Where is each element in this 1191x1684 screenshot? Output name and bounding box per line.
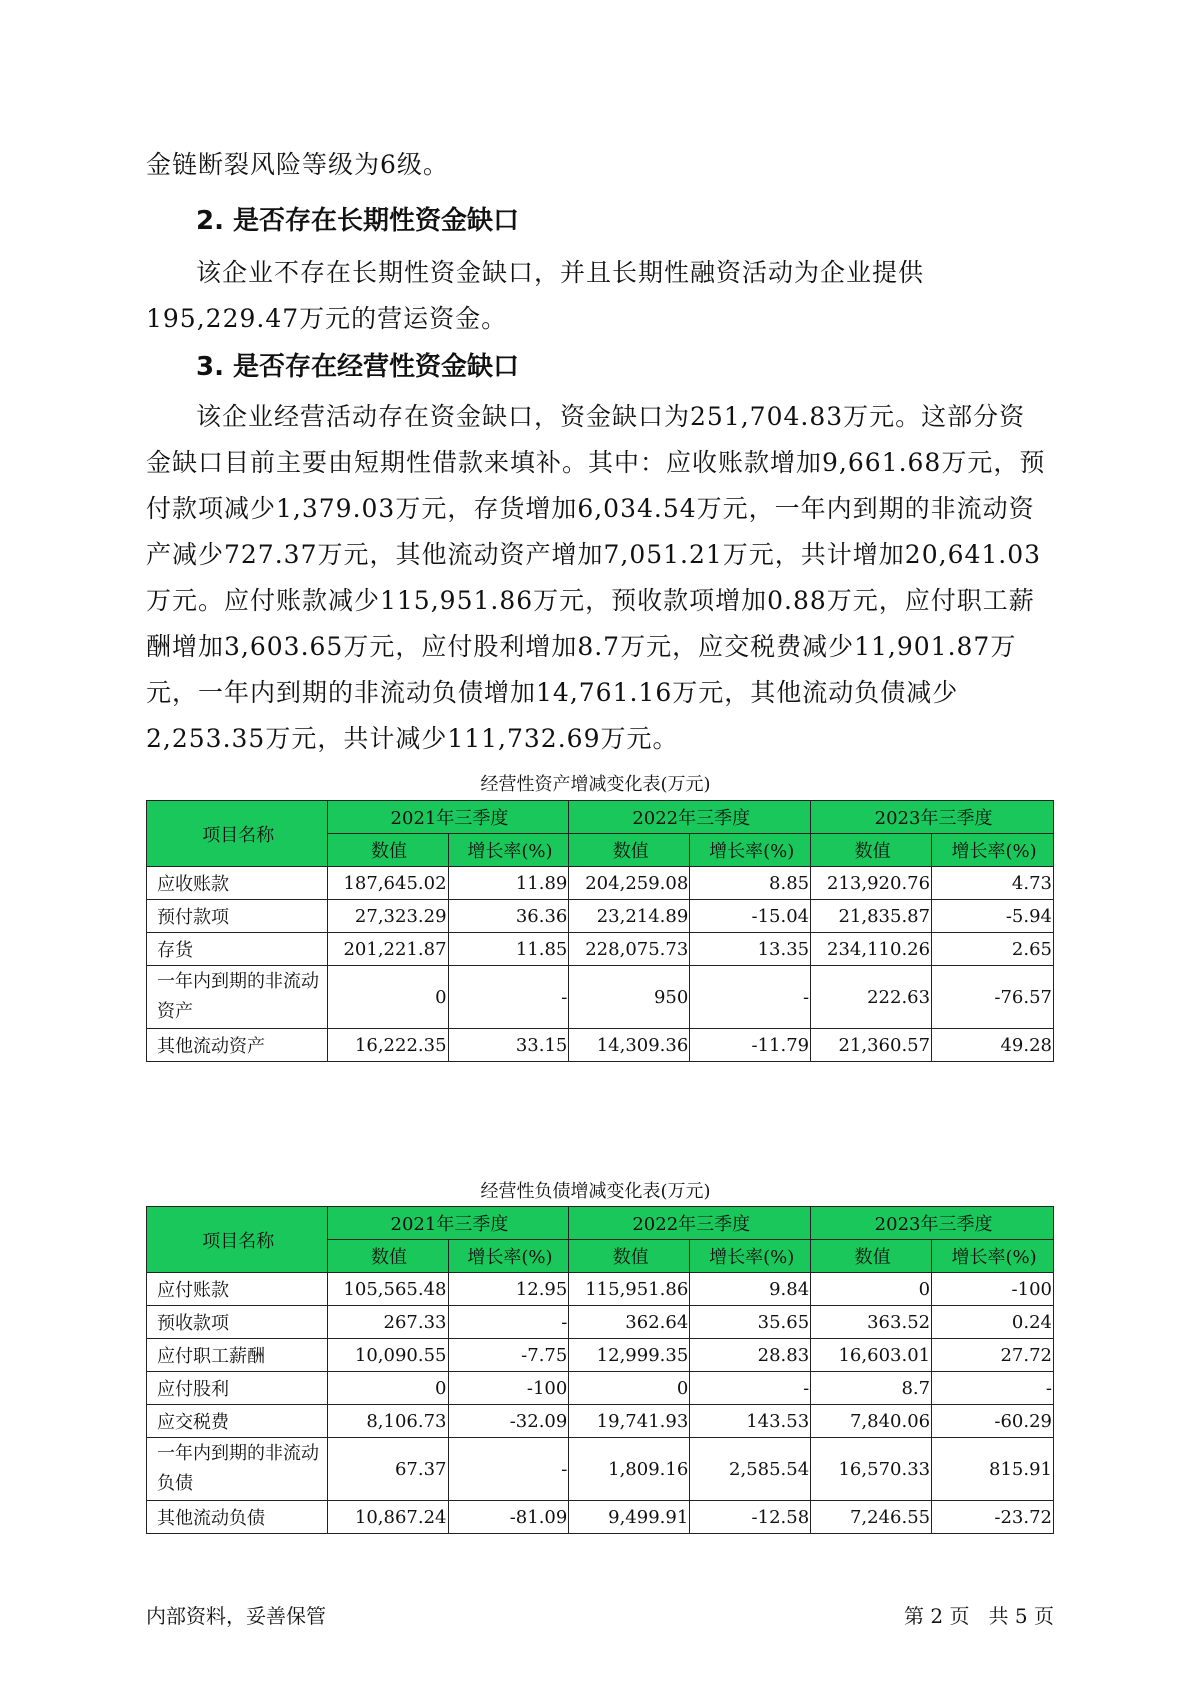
header-2023: 2023年三季度 [811,1207,1054,1240]
cell-growth: 815.91 [932,1438,1054,1501]
cell-value: 9,499.91 [569,1501,690,1534]
header-2022: 2022年三季度 [569,801,811,834]
cell-growth: 4.73 [932,867,1054,900]
cell-growth: - [448,966,569,1029]
cell-value: 204,259.08 [569,867,690,900]
header-2021: 2021年三季度 [327,801,569,834]
table-row [147,1501,1054,1534]
cell-value: 228,075.73 [569,933,690,966]
cell-value: 222.63 [811,966,932,1029]
cell-value: 950 [569,966,690,1029]
cell-value: 21,360.57 [811,1029,932,1062]
table-row [147,1273,1054,1306]
section-3-body [146,394,1046,762]
section-heading-2: 2. 是否存在长期性资金缺口 [196,206,520,236]
cell-value: 23,214.89 [569,900,690,933]
cell-growth: 11.89 [448,867,569,900]
footer-confidential-note: 内部资料，妥善保管 [146,1604,326,1628]
header-value: 数值 [811,834,932,867]
header-growth: 增长率(%) [932,834,1054,867]
table-row [147,1405,1054,1438]
cell-value: 234,110.26 [811,933,932,966]
cell-growth: 36.36 [448,900,569,933]
cell-growth: 0.24 [932,1306,1054,1339]
table-row [147,900,1054,933]
row-name: 一年内到期的非流动资产 [147,966,328,1029]
cell-growth: 9.84 [690,1273,811,1306]
cell-value: 0 [327,966,448,1029]
cell-growth: -23.72 [932,1501,1054,1534]
header-growth: 增长率(%) [448,834,569,867]
cell-growth: -7.75 [448,1339,569,1372]
table-row [147,1372,1054,1405]
row-name: 应付股利 [147,1372,328,1405]
cell-value: 21,835.87 [811,900,932,933]
cell-value: 14,309.36 [569,1029,690,1062]
cell-growth: 27.72 [932,1339,1054,1372]
header-2023: 2023年三季度 [811,801,1054,834]
cell-growth: - [690,1372,811,1405]
paragraph-3: 该企业经营活动存在资金缺口，资金缺口为251,704.83万元。这部分资金缺口目前主要由短期性借款来填补。其中：应收账款增加9,661.68万元，预付款项减少1,379.03万元，存货增加6,034.54万元，一年内到期的非流动资产减少727.37万元，其他流动资产增加7,051.21万元，共计增加20,641.03万元。应付账款减少115,951.86万元，预收款项增加0.88万元，应付职工薪酬增加3,603.65万元，应付股利增加8.7万元，应交税费减少11,901.87万元，一年内到期的非流动负债增加14,761.16万元，其他流动负债减少2,253.35万元，共计减少111,732.69万元。 [146,402,1046,753]
cell-growth: - [448,1438,569,1501]
section-heading-3: 3. 是否存在经营性资金缺口 [196,352,520,382]
cell-value: 8,106.73 [327,1405,448,1438]
header-value: 数值 [327,834,448,867]
section-2-body [146,250,1046,342]
cell-value: 16,222.35 [327,1029,448,1062]
row-name: 应交税费 [147,1405,328,1438]
header-value: 数值 [811,1240,932,1273]
header-item-name: 项目名称 [147,1207,328,1273]
cell-value: 362.64 [569,1306,690,1339]
cell-value: 363.52 [811,1306,932,1339]
cell-value: 7,840.06 [811,1405,932,1438]
cell-growth: 2,585.54 [690,1438,811,1501]
cell-growth: -76.57 [932,966,1054,1029]
cell-growth: 12.95 [448,1273,569,1306]
cell-growth: -5.94 [932,900,1054,933]
cell-growth: -100 [448,1372,569,1405]
cell-value: 8.7 [811,1372,932,1405]
cell-growth: - [690,966,811,1029]
cell-value: 16,603.01 [811,1339,932,1372]
cell-value: 27,323.29 [327,900,448,933]
cell-value: 0 [569,1372,690,1405]
header-value: 数值 [569,1240,690,1273]
paragraph-2: 该企业不存在长期性资金缺口，并且长期性融资活动为企业提供195,229.47万元的营运资金。 [146,258,925,333]
cell-value: 19,741.93 [569,1405,690,1438]
row-name: 其他流动负债 [147,1501,328,1534]
asset-table [146,800,1054,1062]
cell-value: 16,570.33 [811,1438,932,1501]
header-growth: 增长率(%) [690,834,811,867]
cell-growth: 28.83 [690,1339,811,1372]
cell-growth: 33.15 [448,1029,569,1062]
cell-growth: - [448,1306,569,1339]
row-name: 预付款项 [147,900,328,933]
cell-growth: -11.79 [690,1029,811,1062]
cell-value: 67.37 [327,1438,448,1501]
cell-value: 213,920.76 [811,867,932,900]
header-value: 数值 [327,1240,448,1273]
cell-value: 10,867.24 [327,1501,448,1534]
cell-value: 105,565.48 [327,1273,448,1306]
row-name: 预收款项 [147,1306,328,1339]
liability-table-caption: 经营性负债增减变化表(万元) [480,1181,711,1202]
cell-growth: - [932,1372,1054,1405]
table-row [147,1306,1054,1339]
cell-value: 0 [327,1372,448,1405]
cell-growth: 35.65 [690,1306,811,1339]
cell-growth: -32.09 [448,1405,569,1438]
header-growth: 增长率(%) [932,1240,1054,1273]
footer-page-number: 第 2 页 共 5 页 [904,1604,1054,1628]
table-row [147,933,1054,966]
header-value: 数值 [569,834,690,867]
row-name: 应付职工薪酬 [147,1339,328,1372]
row-name: 存货 [147,933,328,966]
header-item-name: 项目名称 [147,801,328,867]
table-row [147,1339,1054,1372]
lead-line: 金链断裂风险等级为6级。 [146,150,449,179]
cell-value: 267.33 [327,1306,448,1339]
cell-growth: 11.85 [448,933,569,966]
cell-growth: 13.35 [690,933,811,966]
table-row [147,966,1054,1029]
row-name: 其他流动资产 [147,1029,328,1062]
cell-growth: 2.65 [932,933,1054,966]
cell-growth: 143.53 [690,1405,811,1438]
cell-value: 0 [811,1273,932,1306]
cell-value: 1,809.16 [569,1438,690,1501]
cell-growth: 8.85 [690,867,811,900]
table-row [147,1438,1054,1501]
cell-value: 12,999.35 [569,1339,690,1372]
cell-growth: -12.58 [690,1501,811,1534]
row-name: 一年内到期的非流动负债 [147,1438,328,1501]
cell-value: 187,645.02 [327,867,448,900]
asset-table-caption: 经营性资产增减变化表(万元) [480,774,711,795]
cell-value: 7,246.55 [811,1501,932,1534]
cell-growth: -100 [932,1273,1054,1306]
row-name: 应付账款 [147,1273,328,1306]
cell-growth: -15.04 [690,900,811,933]
header-2022: 2022年三季度 [569,1207,811,1240]
liability-table [146,1206,1054,1534]
lead-text [146,142,1046,188]
cell-value: 201,221.87 [327,933,448,966]
cell-value: 115,951.86 [569,1273,690,1306]
cell-value: 10,090.55 [327,1339,448,1372]
table-row [147,1029,1054,1062]
cell-growth: -81.09 [448,1501,569,1534]
header-growth: 增长率(%) [448,1240,569,1273]
header-2021: 2021年三季度 [327,1207,569,1240]
cell-growth: 49.28 [932,1029,1054,1062]
header-growth: 增长率(%) [690,1240,811,1273]
table-row [147,867,1054,900]
cell-growth: -60.29 [932,1405,1054,1438]
row-name: 应收账款 [147,867,328,900]
